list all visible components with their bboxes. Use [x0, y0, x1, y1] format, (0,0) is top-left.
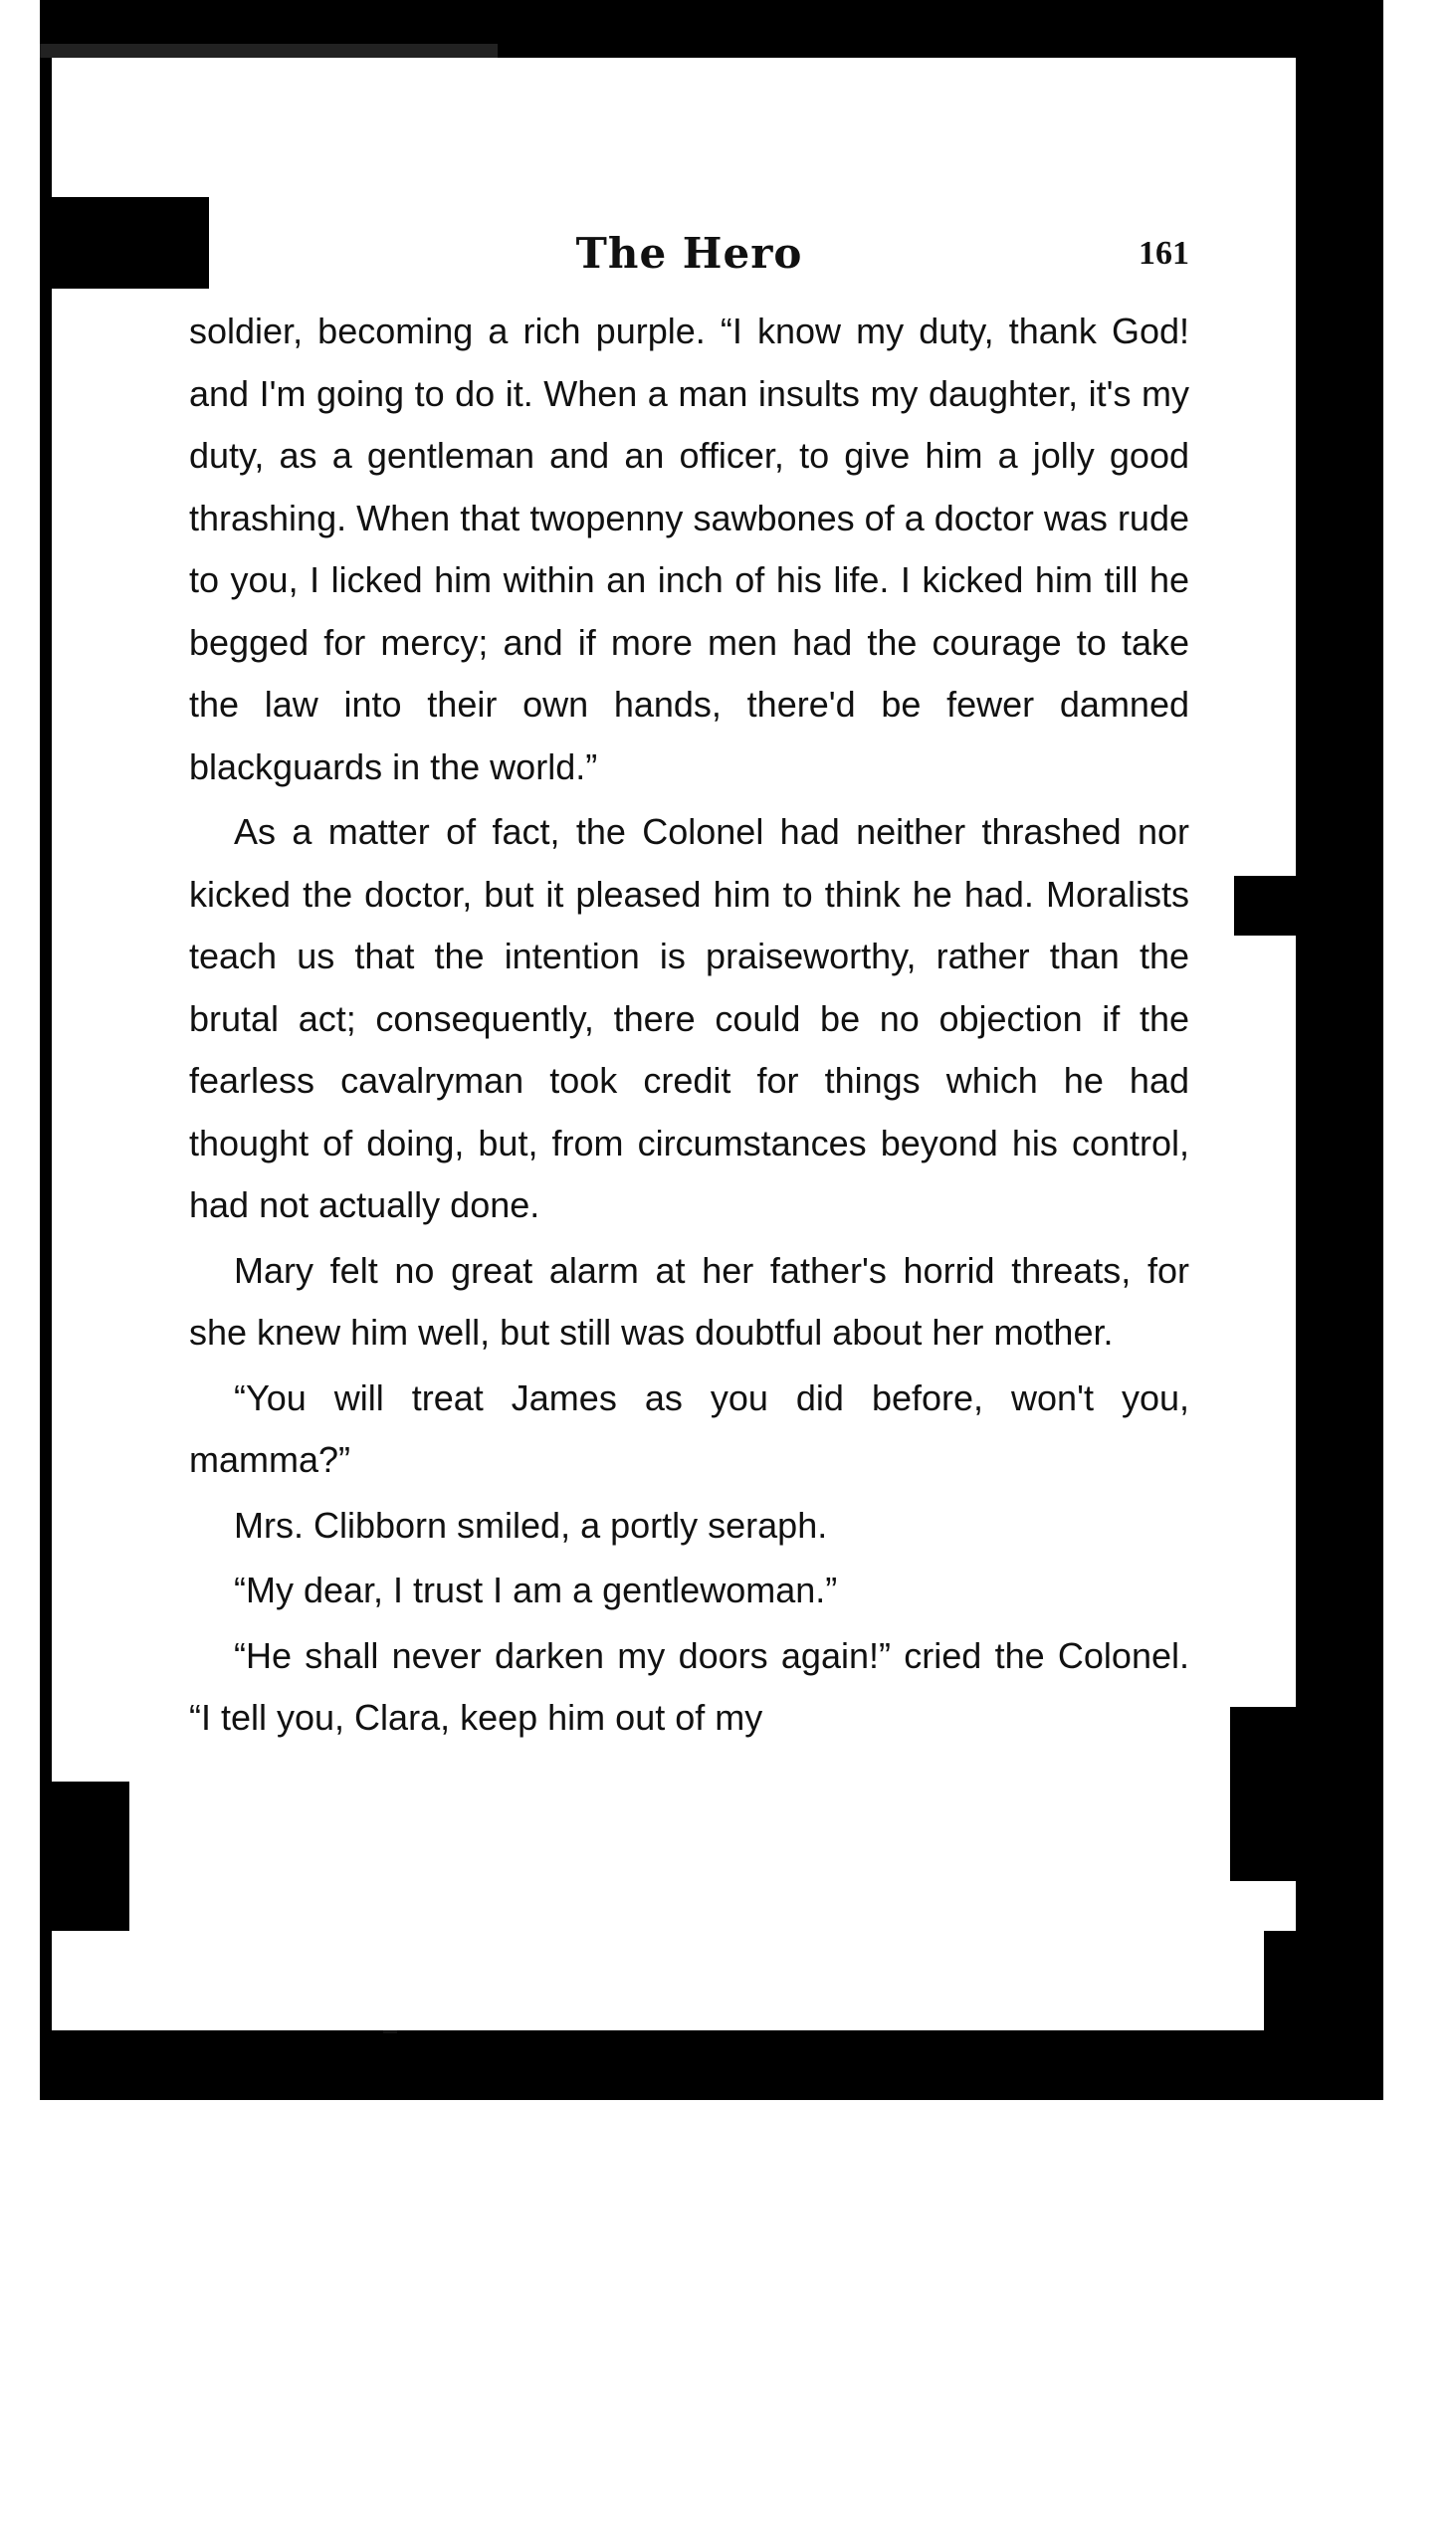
- scan-artifact: [40, 44, 498, 58]
- running-head: The Hero: [575, 229, 803, 278]
- paragraph: soldier, becoming a rich purple. “I know my duty, thank God! and I'm going to do it. When a man insults my daughter, it's my duty, as a gentleman and an officer, to give him a jolly good thrashing. When that twopenny sawbones of a doctor was rude to you, I licked him within an inch of his life. I kicked him till he begged for mercy; and if more men had the courage to take the law into their own hands, there'd be fewer damned blackguards in the world.”: [189, 311, 1189, 787]
- scan-artifact: [40, 197, 209, 289]
- paragraph: “My dear, I trust I am a gentlewoman.”: [234, 1570, 838, 1610]
- scan-artifact: [40, 2030, 1304, 2070]
- body-text: [189, 301, 1189, 1750]
- paragraph: “He shall never darken my doors again!” cried the Colonel. “I tell you, Clara, keep him out of my: [189, 1634, 1189, 1738]
- scan-artifact: [1230, 1707, 1300, 1881]
- scan-artifact: [40, 1782, 129, 1931]
- paragraph: “You will treat James as you did before, won't you, mamma?”: [189, 1376, 1189, 1480]
- paragraph: As a matter of fact, the Colonel had neither thrashed nor kicked the doctor, but it pleased him to think he had. Moralists teach us that the intention is praiseworthy, rather than the brutal act; consequently, there could be no objection if the fearless cavalryman took credit for things which he had thought of doing, but, from circumstances beyond his control, had not actually done.: [189, 811, 1189, 1225]
- page-text: [189, 229, 1189, 1750]
- page-number: 161: [1139, 235, 1189, 272]
- page-header: [189, 229, 1189, 299]
- paragraph: Mrs. Clibborn smiled, a portly seraph.: [234, 1504, 828, 1546]
- scan-artifact: [1224, 0, 1383, 58]
- scan-artifact: [1234, 876, 1304, 936]
- paragraph: Mary felt no great alarm at her father's horrid threats, for she knew him well, but still was doubtful about her mother.: [189, 1249, 1189, 1353]
- stray-mark: [383, 2030, 397, 2033]
